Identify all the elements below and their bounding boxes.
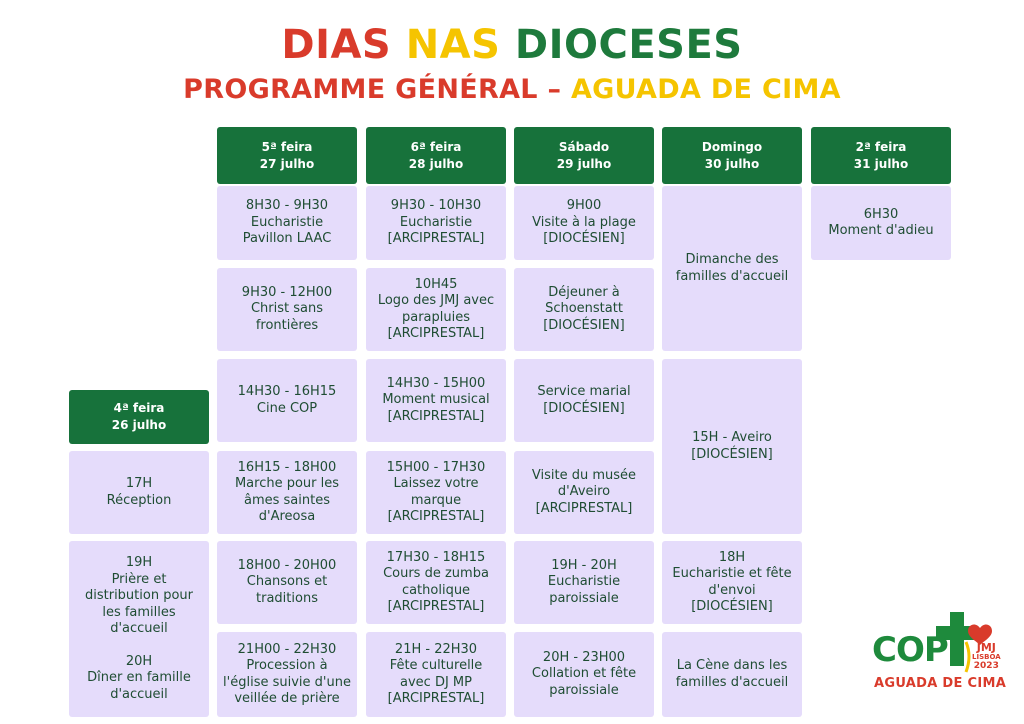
event-title: Moment musical <box>382 392 490 408</box>
event-cell <box>366 268 506 351</box>
event-title: frontières <box>255 317 319 333</box>
event-title: Service marial <box>537 384 631 399</box>
event-title: les familles <box>102 604 176 620</box>
day-date: 26 julho <box>111 418 167 432</box>
event-title: Fête culturelle <box>389 658 483 673</box>
event-cell <box>69 451 209 534</box>
event-time: 6H30 <box>863 206 899 222</box>
day-header-sunday <box>662 127 802 184</box>
event-time: 19H <box>125 555 153 570</box>
event-title: Dimanche des <box>685 252 779 267</box>
event-scope: [ARCIPRESTAL] <box>387 326 485 341</box>
event-title: Christ sans <box>250 301 324 317</box>
page-subtitle <box>0 74 1024 105</box>
event-title: marque <box>410 492 462 508</box>
event-title: Chansons et <box>246 574 328 590</box>
event-title: familles d'accueil <box>675 268 789 284</box>
event-title: distribution pour <box>84 588 193 603</box>
day-header-friday <box>366 127 506 184</box>
event-scope: [DIOCÉSIEN] <box>543 231 625 247</box>
day-date: 27 julho <box>259 156 315 171</box>
event-cell <box>514 359 654 442</box>
day-header-wednesday <box>69 390 209 444</box>
day-name: Sábado <box>558 139 610 154</box>
event-time: 17H <box>125 476 153 491</box>
event-cell <box>366 451 506 534</box>
logo-name: COP <box>872 630 948 670</box>
event-title: avec DJ MP <box>400 674 472 690</box>
event-title: Prière et <box>111 571 167 587</box>
event-cell <box>662 632 802 717</box>
event-location: Pavillon LAAC <box>242 231 332 247</box>
event-cell <box>662 186 802 351</box>
event-time: 19H - 20H <box>551 557 617 573</box>
event-scope: [ARCIPRESTAL] <box>387 231 485 247</box>
title-word-dias: DIAS <box>281 22 392 68</box>
event-cell <box>514 451 654 534</box>
event-scope: [ARCIPRESTAL] <box>535 500 633 516</box>
logo-year: 2023 <box>973 661 999 671</box>
event-scope: [DIOCÉSIEN] <box>543 400 625 416</box>
day-header-saturday <box>514 127 654 184</box>
event-time: 21H00 - 22H30 <box>237 641 337 657</box>
event-cell <box>514 186 654 260</box>
event-time: 10H45 <box>414 276 458 292</box>
logo-city: LISBOA <box>972 653 1001 661</box>
event-cell <box>811 186 951 260</box>
event-title: paroissiale <box>549 590 619 606</box>
event-title: Dîner en famille <box>87 670 191 685</box>
event-time: 14H30 - 15H00 <box>386 375 486 391</box>
event-title: Eucharistie et fête <box>672 566 792 581</box>
event-time: 21H - 22H30 <box>394 641 478 657</box>
event-title: familles d'accueil <box>675 674 789 690</box>
event-cell <box>217 268 357 351</box>
event-title: Collation et fête <box>531 666 637 682</box>
event-time: 14H30 - 16H15 <box>237 384 337 399</box>
day-header-monday <box>811 127 951 184</box>
event-title: Visite du musée <box>531 467 637 483</box>
event-cell <box>217 186 357 260</box>
event-title: parapluies <box>401 309 470 325</box>
event-title: d'accueil <box>110 621 168 636</box>
day-date: 31 julho <box>853 156 909 171</box>
event-title: Eucharistie <box>399 214 473 230</box>
day-name: 2ª feira <box>855 139 907 154</box>
event-time: 18H <box>718 549 746 565</box>
event-title: 15H - Aveiro <box>692 430 772 445</box>
event-title: Déjeuner à <box>548 284 620 300</box>
event-title: Cours de zumba <box>383 566 489 581</box>
event-time: 20H <box>125 653 153 669</box>
event-scope: [DIOCÉSIEN] <box>543 317 625 333</box>
event-title: Eucharistie <box>547 574 621 590</box>
day-name: 6ª feira <box>410 139 462 154</box>
event-scope: [ARCIPRESTAL] <box>387 691 485 706</box>
event-time: 20H - 23H00 <box>542 649 626 665</box>
cop-logo <box>868 612 1008 702</box>
event-cell <box>366 632 506 717</box>
event-time: 9H30 - 12H00 <box>241 284 333 300</box>
event-title: traditions <box>256 590 318 606</box>
title-word-nas: NAS <box>405 22 501 68</box>
event-cell <box>514 541 654 624</box>
logo-jmj-text: JMJ <box>976 641 996 654</box>
event-title: Eucharistie <box>250 214 324 230</box>
event-title: catholique <box>401 582 471 598</box>
event-cell <box>662 359 802 534</box>
day-name: 4ª feira <box>113 401 165 415</box>
event-cell <box>514 268 654 351</box>
event-cell <box>366 541 506 624</box>
day-name: Domingo <box>701 139 763 154</box>
event-time: 8H30 - 9H30 <box>245 198 329 214</box>
subtitle-programme: PROGRAMME GÉNÉRAL – <box>183 74 562 105</box>
logo-subtitle: AGUADA DE CIMA <box>874 676 1007 691</box>
event-title: Visite à la plage <box>532 214 636 230</box>
event-title: âmes saintes <box>244 492 330 508</box>
event-time: 15H00 - 17H30 <box>386 459 486 475</box>
event-time: 18H00 - 20H00 <box>237 557 337 573</box>
event-title: l'église suivie d'une <box>223 674 351 690</box>
event-title: d'Aveiro <box>557 484 611 500</box>
page-title <box>0 22 1024 68</box>
event-time: 9H00 <box>566 198 602 214</box>
subtitle-location: AGUADA DE CIMA <box>570 74 841 105</box>
day-header-thursday <box>217 127 357 184</box>
event-time: 9H30 - 10H30 <box>390 198 482 214</box>
day-date: 30 julho <box>704 156 760 171</box>
event-scope: [DIOCÉSIEN] <box>691 446 773 462</box>
event-title: Laissez votre <box>393 476 479 491</box>
event-cell <box>366 186 506 260</box>
event-cell <box>69 541 209 717</box>
event-title: veillée de prière <box>234 691 340 706</box>
event-cell <box>217 541 357 624</box>
event-time: 17H30 - 18H15 <box>386 549 486 565</box>
event-title: d'envoi <box>708 582 756 598</box>
event-title: Schoenstatt <box>545 301 623 317</box>
event-cell <box>366 359 506 442</box>
event-title: Moment d'adieu <box>828 223 934 238</box>
event-title: d'accueil <box>110 686 168 702</box>
event-title: Marche pour les <box>234 476 340 491</box>
event-cell <box>662 541 802 624</box>
event-title: Réception <box>106 492 172 508</box>
logo-jmj <box>972 642 1001 671</box>
event-cell <box>217 632 357 717</box>
event-title: La Cène dans les <box>676 658 788 673</box>
event-cell <box>217 451 357 534</box>
event-title: d'Areosa <box>258 509 316 524</box>
event-scope: [ARCIPRESTAL] <box>387 599 485 614</box>
event-title: Logo des JMJ avec <box>377 293 495 308</box>
event-cell <box>217 359 357 442</box>
event-title: Procession à <box>246 658 328 673</box>
event-time: 16H15 - 18H00 <box>237 459 337 475</box>
day-date: 28 julho <box>408 156 464 171</box>
event-scope: [ARCIPRESTAL] <box>387 509 485 524</box>
event-title: paroissiale <box>549 682 619 698</box>
event-scope: [ARCIPRESTAL] <box>387 408 485 424</box>
day-date: 29 julho <box>556 156 612 171</box>
event-cell <box>514 632 654 717</box>
event-scope: [DIOCÉSIEN] <box>691 599 773 614</box>
title-word-dioceses: DIOCESES <box>514 22 743 68</box>
event-title: Cine COP <box>256 400 318 416</box>
day-name: 5ª feira <box>261 139 313 154</box>
